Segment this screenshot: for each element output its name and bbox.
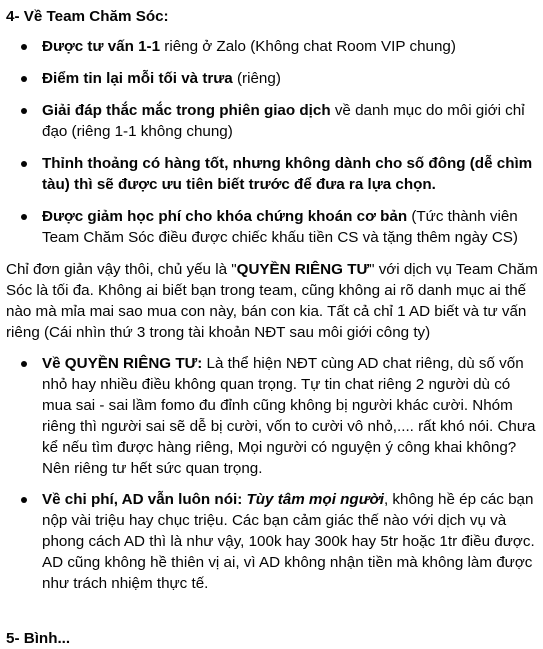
section-heading: 4- Về Team Chăm Sóc: — [6, 8, 169, 25]
next-section-heading: 5- Bình... — [6, 630, 71, 647]
details-list — [6, 353, 538, 594]
bullet-icon — [21, 161, 27, 167]
summary-paragraph: Chỉ đơn giản vậy thôi, chủ yếu là "QUYỀN RIÊNG TƯ" với dịch vụ Team Chăm Sóc là tối đa. Không ai biết bạn trong team, cũng không ai rõ danh mục ai thế nào mà mỉa mai sao mua con này, bán con kia. Tất cả chỉ 1 AD biết và tư vấn riêng (Cái nhìn thứ 3 trong tài khoản NĐT sau môi giới công ty) — [6, 261, 538, 341]
bullet-icon — [21, 497, 27, 503]
list-item: Được giảm học phí cho khóa chứng khoán cơ bản (Tức thành viên Team Chăm Sóc điều được chiếc khấu tiền CS và tặng thêm ngày CS) — [6, 206, 538, 248]
bullet-icon — [21, 76, 27, 82]
list-item: Về QUYỀN RIÊNG TƯ: Là thể hiện NĐT cùng AD chat riêng, dù số vốn nhỏ hay nhiều điều không quan trọng. Tự tin chat riêng 2 người dù có mua sai - sai lầm fomo đu đỉnh cũng không bị người khác cười. Nhóm riêng thì người sai sẽ dễ bị cười, vốn to cười vô nhỏ,.... rất khó nói. Chưa kể nếu tìm được hàng riêng, Mọi người có nguyện ý công khai không? Nên riêng tư hết sức quan trọng. — [6, 353, 538, 479]
bullet-icon — [21, 108, 27, 114]
list-item: Giải đáp thắc mắc trong phiên giao dịch về danh mục do môi giới chỉ đạo (riêng 1-1 không chung) — [6, 100, 538, 142]
post-body — [6, 6, 538, 604]
bullet-icon — [21, 44, 27, 50]
list-item: Thỉnh thoảng có hàng tốt, nhưng không dành cho số đông (dễ chìm tàu) thì sẽ được ưu tiên biết trước để đưa ra lựa chọn. — [6, 153, 538, 195]
list-item: Được tư vấn 1-1 riêng ở Zalo (Không chat Room VIP chung) — [6, 36, 538, 57]
bullet-icon — [21, 361, 27, 367]
benefits-list — [6, 36, 538, 248]
list-item: Điểm tin lại mỗi tối và trưa (riêng) — [6, 68, 538, 89]
list-item: Về chi phí, AD vẫn luôn nói: Tùy tâm mọi người, không hề ép các bạn nộp vài triệu hay chục triệu. Các bạn cảm giác thế nào với dịch vụ và phong cách AD thì là như vậy, 100k hay 300k hay 5tr hoặc 1tr điều được. AD cũng không hề thiên vị ai, vì AD không nhận tiền mà không làm được như trách nhiệm thực tế. — [6, 489, 538, 594]
bullet-icon — [21, 214, 27, 220]
